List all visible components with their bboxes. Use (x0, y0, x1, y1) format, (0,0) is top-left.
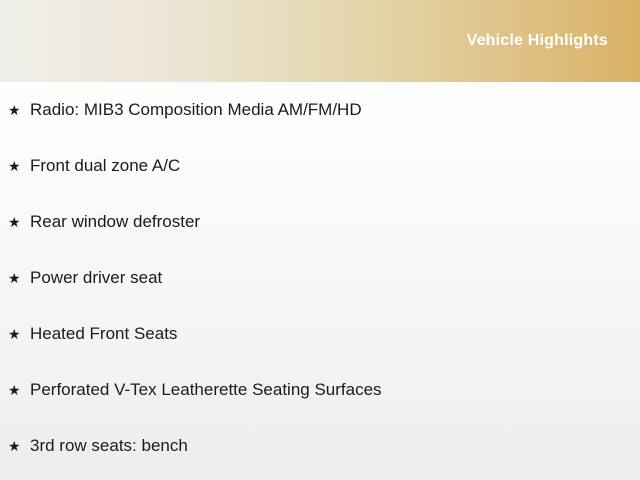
list-item (0, 418, 640, 474)
list-item (0, 82, 640, 138)
highlights-list (0, 82, 640, 474)
highlights-header (0, 0, 640, 82)
list-item-label: Power driver seat (30, 268, 163, 287)
star-icon: ★ (8, 102, 21, 118)
star-icon: ★ (8, 214, 21, 230)
star-icon: ★ (8, 270, 21, 286)
list-item (0, 138, 640, 194)
page-title: Vehicle Highlights (466, 32, 608, 49)
list-item-label: Front dual zone A/C (30, 156, 181, 175)
list-item-label: Perforated V-Tex Leatherette Seating Surfaces (30, 380, 382, 399)
star-icon: ★ (8, 382, 21, 398)
list-item-label: Heated Front Seats (30, 324, 178, 343)
list-item (0, 306, 640, 362)
list-item (0, 250, 640, 306)
star-icon: ★ (8, 438, 21, 454)
list-item-label: Radio: MIB3 Composition Media AM/FM/HD (30, 100, 362, 119)
star-icon: ★ (8, 326, 21, 342)
list-item-label: Rear window defroster (30, 212, 201, 231)
list-item (0, 362, 640, 418)
list-item (0, 194, 640, 250)
list-item-label: 3rd row seats: bench (30, 436, 188, 455)
highlights-content (0, 82, 640, 480)
star-icon: ★ (8, 158, 21, 174)
